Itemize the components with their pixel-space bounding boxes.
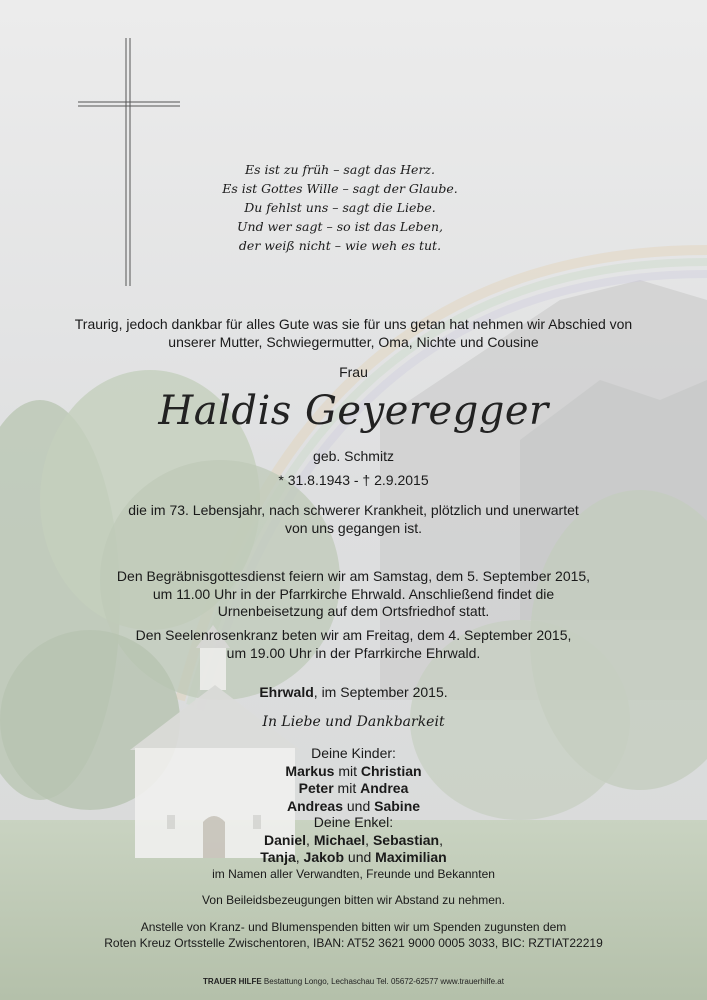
footer-brand: TRAUER HILFE	[203, 977, 262, 986]
date-text: , im September 2015.	[313, 684, 448, 700]
grandchildren-line	[0, 849, 707, 867]
child-name: Andreas	[286, 797, 343, 814]
poem-line: der weiß nicht – wie weh es tut.	[238, 238, 442, 253]
deceased-name: Haldis Geyeregger	[158, 388, 549, 434]
children-list	[0, 745, 707, 815]
death-notice	[0, 502, 707, 537]
grandchild-name: Sebastian	[372, 831, 440, 848]
cross-icon	[76, 36, 182, 288]
rosary-line: Den Seelenrosenkranz beten wir am Freitag, dem 4. September 2015,	[135, 627, 572, 643]
donation-note	[0, 919, 707, 951]
life-dates: * 31.8.1943 - † 2.9.2015	[278, 472, 429, 488]
relatives-note: im Namen aller Verwandten, Freunde und Bekannten	[212, 867, 495, 881]
poem-line: Es ist Gottes Wille – sagt der Glaube.	[222, 181, 458, 196]
grandchild-name: Jakob	[303, 849, 345, 865]
poem-line: Du fehlst uns – sagt die Liebe.	[244, 200, 436, 215]
partner-name: Sabine	[374, 797, 421, 814]
separator: ,	[306, 831, 314, 848]
child-name: Peter	[298, 780, 334, 796]
funeral-info	[0, 568, 707, 621]
gratitude: In Liebe und Dankbarkeit	[262, 714, 445, 730]
separator: und	[344, 849, 376, 865]
funeral-line: Urnenbeisetzung auf dem Ortsfriedhof statt.	[217, 603, 490, 619]
intro-line: unserer Mutter, Schwiegermutter, Oma, Nichte und Cousine	[168, 333, 539, 350]
connector: mit	[334, 762, 361, 779]
separator: ,	[365, 831, 373, 848]
place: Ehrwald	[259, 684, 314, 700]
connector: mit	[333, 780, 361, 796]
condolence-note: Von Beileidsbezeugungen bitten wir Abstand zu nehmen.	[202, 893, 505, 907]
child-name: Markus	[285, 762, 335, 779]
place-date	[0, 684, 707, 702]
children-pair	[0, 780, 707, 798]
rosary-line: um 19.00 Uhr in der Pfarrkirche Ehrwald.	[226, 644, 481, 661]
children-pair	[0, 798, 707, 816]
intro-text	[0, 316, 707, 351]
intro-line: Traurig, jedoch dankbar für alles Gute was sie für uns getan hat nehmen wir Abschied von	[74, 316, 633, 332]
footer	[0, 977, 707, 986]
donation-line: Roten Kreuz Ortsstelle Zwischentoren, IBAN: AT52 3621 9000 0005 3033, BIC: RZTIAT22219	[104, 936, 603, 950]
grandchild-name: Daniel	[264, 831, 307, 848]
separator: ,	[295, 849, 304, 865]
grandchildren-heading: Deine Enkel:	[313, 814, 394, 830]
poem-line: Es ist zu früh – sagt das Herz.	[245, 162, 435, 177]
footer-text: Bestattung Longo, Lechaschau Tel. 05672-62577 www.trauerhilfe.at	[261, 977, 504, 986]
connector: und	[342, 797, 375, 814]
funeral-line: um 11.00 Uhr in der Pfarrkirche Ehrwald. Anschließend findet die	[152, 585, 555, 602]
separator: ,	[439, 831, 443, 848]
children-heading: Deine Kinder:	[311, 745, 396, 761]
grandchild-name: Maximilian	[375, 849, 447, 865]
salutation: Frau	[339, 364, 368, 380]
death-notice-line: von uns gegangen ist.	[285, 519, 422, 536]
grandchild-name: Michael	[313, 831, 366, 848]
rosary-info	[0, 627, 707, 662]
poem-line: Und wer sagt – so ist das Leben,	[237, 219, 443, 234]
poem	[200, 160, 480, 255]
donation-line: Anstelle von Kranz- und Blumenspenden bitten wir um Spenden zugunsten dem	[140, 920, 567, 934]
partner-name: Andrea	[360, 780, 409, 796]
grandchildren-list	[0, 814, 707, 867]
birth-name: geb. Schmitz	[313, 448, 394, 464]
children-pair	[0, 763, 707, 781]
death-notice-line: die im 73. Lebensjahr, nach schwerer Krankheit, plötzlich und unerwartet	[128, 502, 579, 518]
grandchildren-line	[0, 832, 707, 850]
funeral-line: Den Begräbnisgottesdienst feiern wir am Samstag, dem 5. September 2015,	[116, 568, 591, 584]
grandchild-name: Tanja	[260, 849, 296, 865]
partner-name: Christian	[360, 762, 422, 779]
